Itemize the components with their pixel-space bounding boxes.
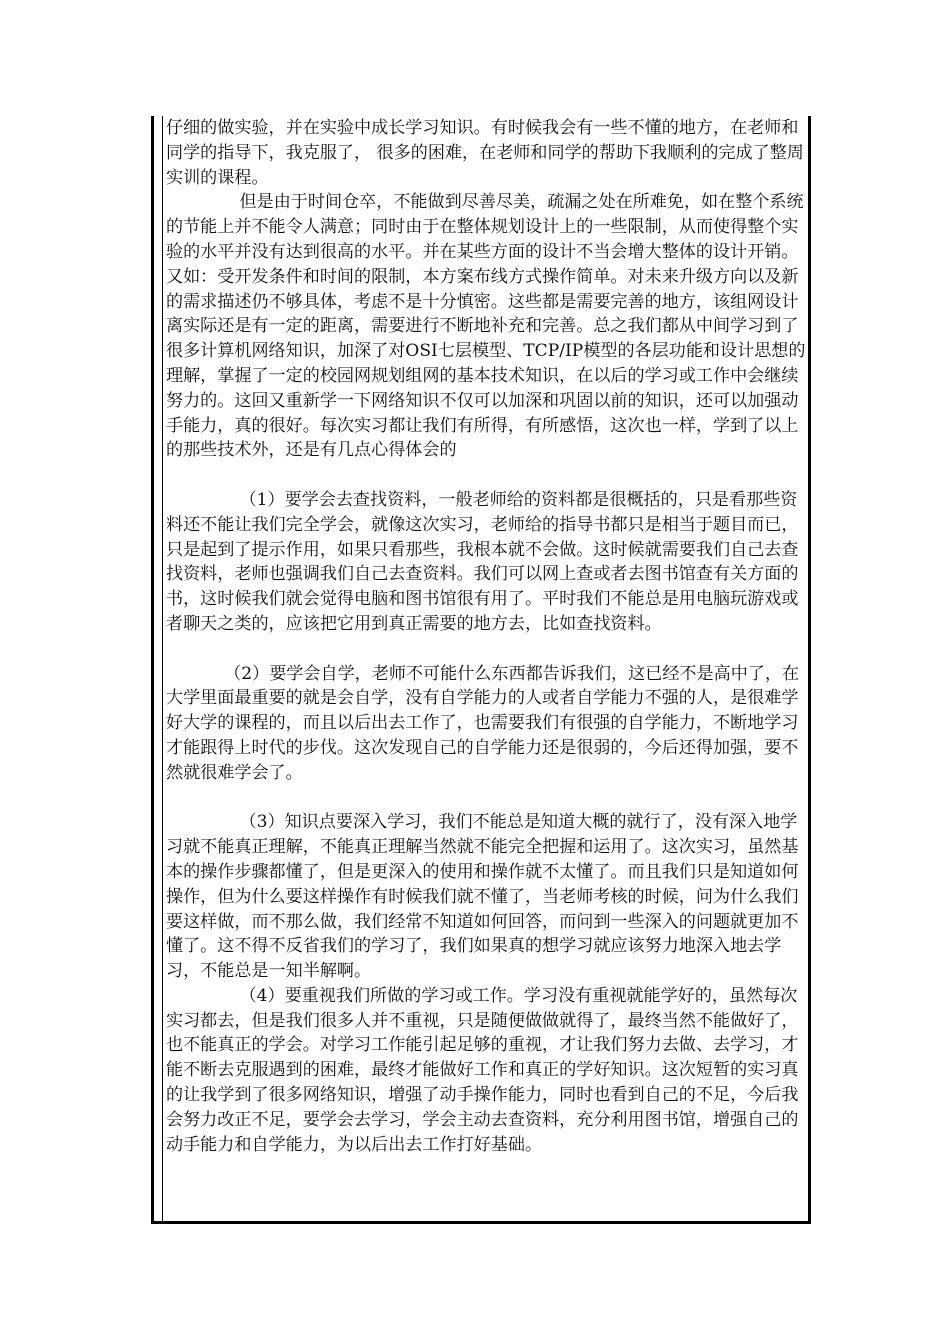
document-table-frame (151, 116, 811, 1224)
paragraph-spacer (166, 637, 808, 662)
paragraph-spacer (166, 786, 808, 811)
paragraph-3: （1）要学会去查找资料，一般老师给的资料都是很概括的，只是看那些资料还不能让我们完全学会，就像这次实习，老师给的指导书都只是相当于题目而已，只是起到了提示作用，如果只看那些，我根本就不会做。这时候就需要我们自己去查找资料，老师也强调我们自己去查资料。我们可以网上查或者去图书馆查有关方面的书，这时候我们就会觉得电脑和图书馆很有用了。平时我们不能总是用电脑玩游戏或者聊天之类的，应该把它用到真正需要的地方去，比如查找资料。 (166, 489, 799, 634)
paragraph-2: 但是由于时间仓卒，不能做到尽善尽美，疏漏之处在所难免，如在整个系统的节能上并不能令人满意；同时由于在整体规划设计上的一些限制，从而使得整个实验的水平并没有达到很高的水平。并在某些方面的设计不当会增大整体的设计开销。又如：受开发条件和时间的限制，本方案布线方式操作简单。对未来升级方向以及新的需求描述仍不够具体，考虑不是十分慎密。这些都是需要完善的地方，该组网设计离实际还是有一定的距离，需要进行不断地补充和完善。总之我们都从中间学习到了很多计算机网络知识，加深了对OSI七层模型、TCP/IP模型的各层功能和设计思想的理解，掌握了一定的校园网规划组网的基本技术知识，在以后的学习或工作中会继续努力的。这回又重新学一下网络知识不仅可以加深和巩固以前的知识，还可以加强动手能力，真的很好。每次实习都让我们有所得，有所感悟，这次也一样，学到了以上的那些技术外，还是有几点心得体会的 (166, 192, 806, 461)
paragraph-4: （2）要学会自学，老师不可能什么东西都告诉我们，这已经不是高中了，在大学里面最重要的就是会自学，没有自学能力的人或者自学能力不强的人，是很难学好大学的课程的，而且以后出去工作了，也需要我们有很强的自学能力，不断地学习才能跟得上时代的步伐。这次发现自己的自学能力还是很弱的，今后还得加强，要不然就很难学会了。 (166, 663, 800, 783)
paragraph-1: 仔细的做实验，并在实验中成长学习知识。有时候我会有一些不懂的地方，在老师和同学的指导下，我克服了， 很多的困难，在老师和同学的帮助下我顺利的完成了整周实训的课程。 (166, 118, 804, 188)
paragraph-6: （4）要重视我们所做的学习或工作。学习没有重视就能学好的，虽然每次实习都去，但是我们很多人并不重视，只是随便做做就得了，最终当然不能做好了，也不能真正的学会。对学习工作能引起足够的重视，才让我们努力去做、去学习，才能不断去克服遇到的困难，最终才能做好工作和真正的学好知识。这次短暂的实习真的让我学到了很多网络知识，增强了动手操作能力，同时也看到自己的不足，今后我会努力改正不足，要学会去学习，学会主动去查资料，充分利用图书馆，增强自己的动手能力和自学能力，为以后出去工作打好基础。 (166, 985, 799, 1155)
paragraph-5: （3）知识点要深入学习，我们不能总是知道大概的就行了，没有深入地学习就不能真正理解，不能真正理解当然就不能完全把握和运用了。这次实习，虽然基本的操作步骤都懂了，但是更深入的使用和操作就不太懂了。而且我们只是知道如何操作，但为什么要这样操作有时候我们就不懂了，当老师考核的时候，问为什么我们要这样做，而不那么做，我们经常不知道如何回答，而问到一些深入的问题就更加不懂了。这不得不反省我们的学习了，我们如果真的想学习就应该努力地深入地去学习，不能总是一知半解啊。 (166, 812, 799, 982)
paragraph-spacer (166, 463, 808, 488)
document-body (166, 116, 808, 1157)
